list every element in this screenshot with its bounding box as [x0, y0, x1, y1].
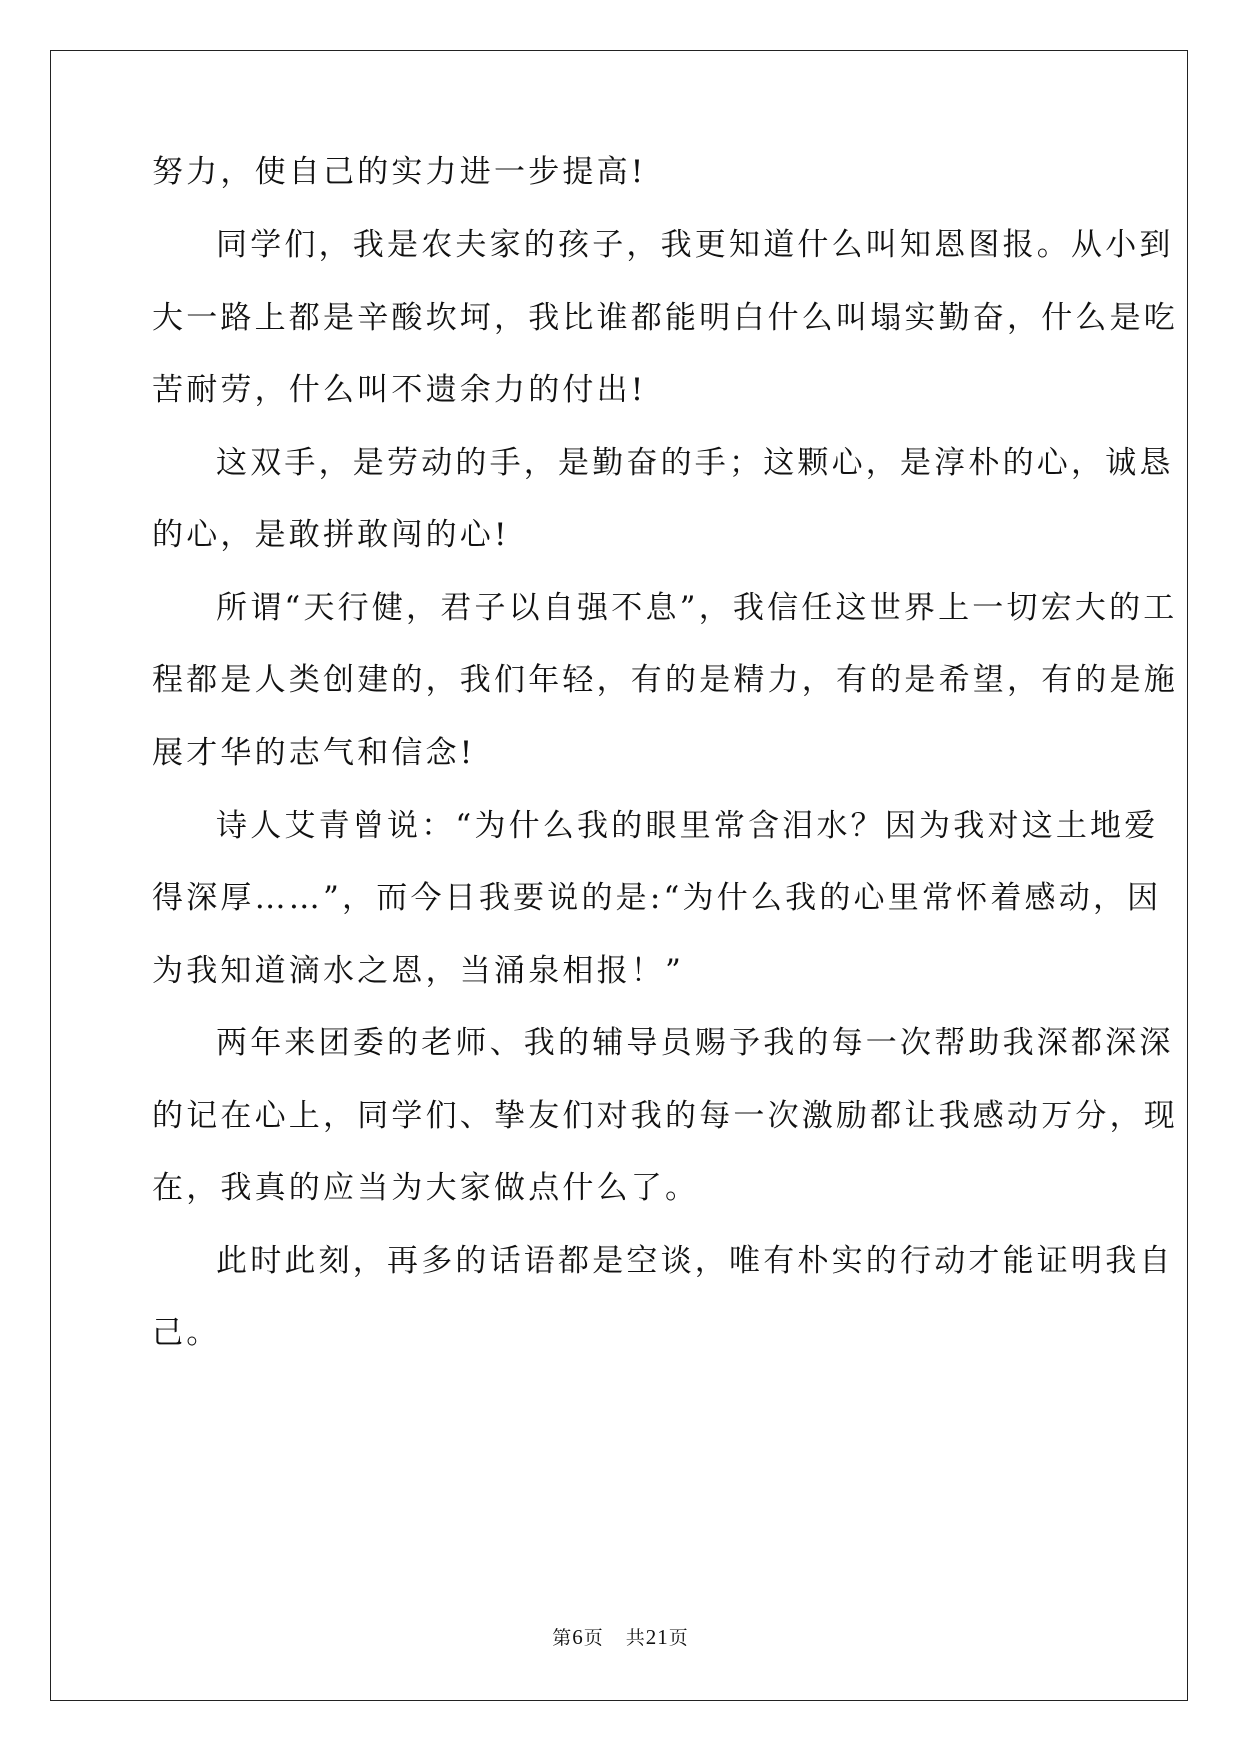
paragraph-line: 己。 [152, 1315, 221, 1351]
paragraph-line: 展才华的志气和信念! [152, 735, 476, 771]
page-suffix: 页 [583, 1627, 604, 1649]
paragraph-line: 得深厚……”，而今日我要说的是:“为什么我的心里常怀着感动，因 [152, 880, 1162, 916]
total-suffix: 页 [668, 1627, 689, 1649]
paragraph-line: 诗人艾青曾说：“为什么我的眼里常含泪水？因为我对这土地爱 [216, 808, 1159, 844]
paragraph-line: 大一路上都是辛酸坎坷，我比谁都能明白什么叫塌实勤奋，什么是吃 [152, 300, 1178, 336]
paragraph-line: 的心，是敢拼敢闯的心! [152, 517, 510, 553]
paragraph-line: 这双手，是劳动的手，是勤奋的手；这颗心，是淳朴的心，诚恳 [216, 445, 1174, 481]
page-prefix: 第 [552, 1627, 573, 1649]
paragraph-line: 努力，使自己的实力进一步提高! [152, 154, 647, 190]
paragraph-line: 的记在心上，同学们、挚友们对我的每一次激励都让我感动万分，现 [152, 1098, 1178, 1134]
paragraph-line: 两年来团委的老师、我的辅导员赐予我的每一次帮助我深都深深 [216, 1025, 1174, 1061]
paragraph-line: 在，我真的应当为大家做点什么了。 [152, 1170, 700, 1206]
paragraph-line: 所谓“天行健，君子以自强不息”，我信任这世界上一切宏大的工 [216, 590, 1178, 626]
total-page-count: 21 [645, 1625, 669, 1649]
paragraph-line: 程都是人类创建的，我们年轻，有的是精力，有的是希望，有的是施 [152, 662, 1178, 698]
paragraph-line: 苦耐劳，什么叫不遗余力的付出! [152, 372, 647, 408]
paragraph-line: 同学们，我是农夫家的孩子，我更知道什么叫知恩图报。从小到 [216, 227, 1174, 263]
total-prefix: 共 [625, 1627, 646, 1649]
paragraph-line: 为我知道滴水之恩，当涌泉相报！” [152, 953, 685, 989]
page-number-footer [0, 1625, 1241, 1650]
current-page-number: 6 [572, 1625, 584, 1649]
paragraph-line: 此时此刻，再多的话语都是空谈，唯有朴实的行动才能证明我自 [216, 1243, 1174, 1279]
